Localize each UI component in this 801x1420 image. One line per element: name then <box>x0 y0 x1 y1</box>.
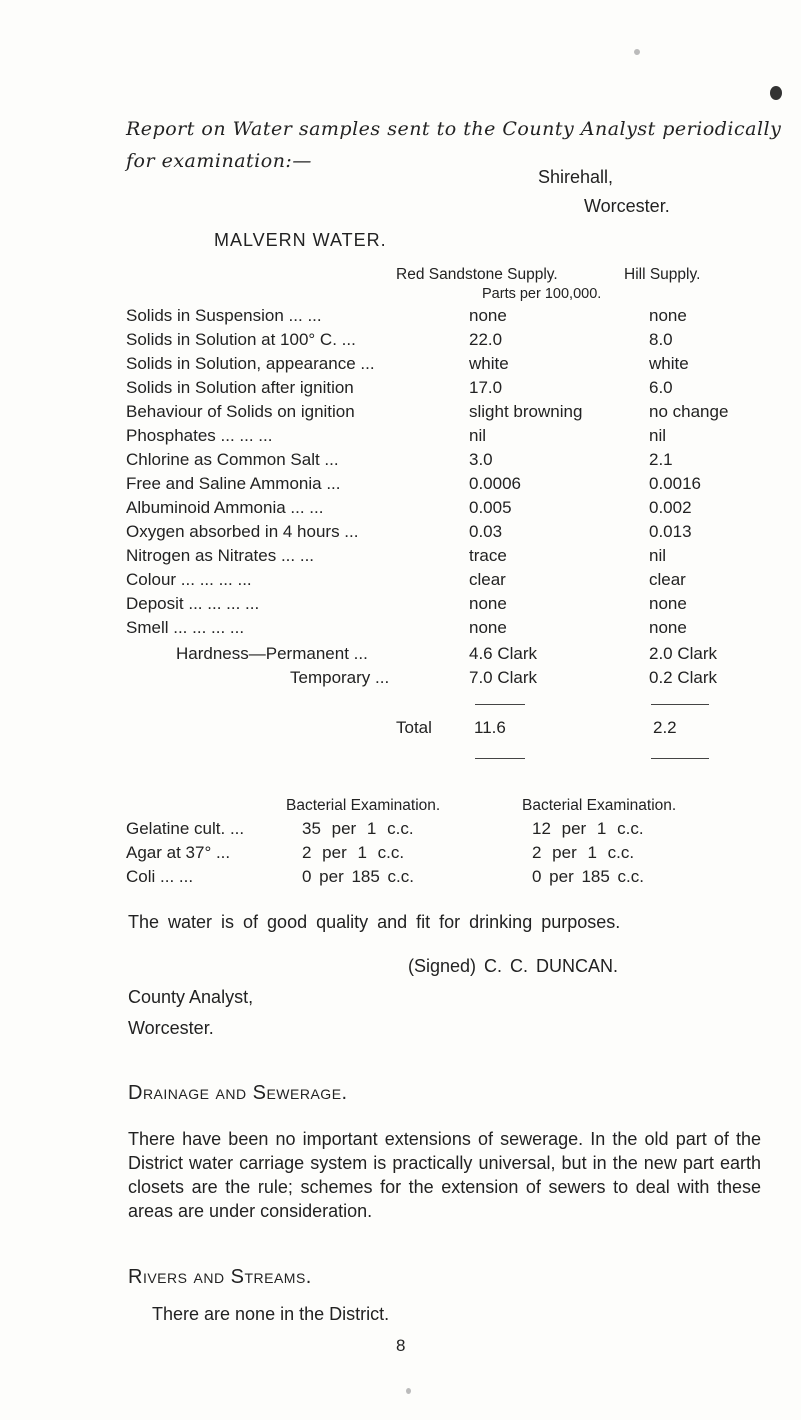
table-cell-a: none <box>469 618 507 637</box>
bacterial-cell-b: 2 per 1 c.c. <box>532 843 635 862</box>
table-cell-b: clear <box>649 570 686 589</box>
analyst-city: Worcester. <box>128 1018 214 1038</box>
table-row-label: Solids in Solution after ignition <box>126 378 354 397</box>
table-cell-a: clear <box>469 570 506 589</box>
total-a: 11.6 <box>474 718 506 737</box>
bacterial-cell-a: 35 per 1 c.c. <box>302 819 414 838</box>
bacterial-header-b: Bacterial Examination. <box>522 797 677 814</box>
drainage-paragraph: There have been no important extensions of sewerage. In the old part of the District water carriage system is practically universal, but in the new part earth closets are the rule; schemes for the extension of sewers to deal with these areas are under consideration. <box>128 1129 761 1221</box>
table-cell-a: none <box>469 594 507 613</box>
table-row-label: Albuminoid Ammonia ... ... <box>126 498 324 517</box>
table-cell-b: 0.013 <box>649 522 692 541</box>
table-row-label: Free and Saline Ammonia ... <box>126 474 341 493</box>
hardness-permanent-b: 2.0 Clark <box>649 644 718 663</box>
bacterial-cell-a: 0 per 185 c.c. <box>302 867 415 886</box>
table-cell-a: 0.005 <box>469 498 512 517</box>
hardness-temporary-b: 0.2 Clark <box>649 668 718 687</box>
table-cell-a: nil <box>469 426 487 445</box>
rivers-text: There are none in the District. <box>152 1304 390 1324</box>
table-cell-b: 2.1 <box>649 450 673 469</box>
total-label: Total <box>396 718 432 737</box>
section-heading-rivers: Rivers and Streams. <box>128 1266 312 1288</box>
table-cell-b: 0.0016 <box>649 474 701 493</box>
column-header-red-sandstone: Red Sandstone Supply. <box>396 266 558 283</box>
table-cell-a: 22.0 <box>469 330 503 349</box>
report-heading-line2: for examination:— <box>126 150 312 172</box>
table-row-label: Solids in Solution, appearance ... <box>126 354 375 373</box>
table-cell-a: white <box>469 354 509 373</box>
table-row-label: Nitrogen as Nitrates ... ... <box>126 546 315 565</box>
bacterial-row-label: Gelatine cult. ... <box>126 819 245 838</box>
units-label: Parts per 100,000. <box>482 286 602 302</box>
table-cell-b: white <box>649 354 689 373</box>
table-cell-b: nil <box>649 546 667 565</box>
hardness-permanent-a: 4.6 Clark <box>469 644 538 663</box>
scan-speck <box>770 86 782 100</box>
table-cell-b: none <box>649 618 687 637</box>
page-number: 8 <box>396 1336 406 1355</box>
place-city: Worcester. <box>584 196 670 216</box>
signature: (Signed) C. C. DUNCAN. <box>408 956 619 976</box>
bacterial-row-label: Agar at 37° ... <box>126 843 231 862</box>
report-title: MALVERN WATER. <box>214 230 387 250</box>
table-row-label: Deposit ... ... ... ... <box>126 594 260 613</box>
table-cell-b: none <box>649 306 687 325</box>
hardness-permanent-label: Hardness—Permanent ... <box>176 644 368 663</box>
table-cell-a: 0.03 <box>469 522 503 541</box>
table-cell-a: 0.0006 <box>469 474 521 493</box>
bacterial-cell-a: 2 per 1 c.c. <box>302 843 405 862</box>
table-cell-b: 6.0 <box>649 378 673 397</box>
total-rule-a-top <box>475 704 525 705</box>
table-row-label: Chlorine as Common Salt ... <box>126 450 339 469</box>
table-cell-a: none <box>469 306 507 325</box>
table-row-label: Phosphates ... ... ... <box>126 426 273 445</box>
table-cell-b: none <box>649 594 687 613</box>
total-rule-b-bottom <box>651 758 709 759</box>
total-rule-a-bottom <box>475 758 525 759</box>
table-row-label: Oxygen absorbed in 4 hours ... <box>126 522 359 541</box>
bacterial-cell-b: 0 per 185 c.c. <box>532 867 645 886</box>
table-cell-a: slight browning <box>469 402 583 421</box>
column-header-hill: Hill Supply. <box>624 266 701 283</box>
analyst-title: County Analyst, <box>128 987 254 1007</box>
table-cell-a: 3.0 <box>469 450 493 469</box>
table-row-label: Behaviour of Solids on ignition <box>126 402 355 421</box>
table-cell-a: trace <box>469 546 507 565</box>
table-cell-b: nil <box>649 426 667 445</box>
table-row-label: Colour ... ... ... ... <box>126 570 252 589</box>
hardness-temporary-a: 7.0 Clark <box>469 668 538 687</box>
section-heading-drainage: Drainage and Sewerage. <box>128 1082 348 1104</box>
table-cell-a: 17.0 <box>469 378 503 397</box>
bacterial-cell-b: 12 per 1 c.c. <box>532 819 644 838</box>
report-heading-line1: Report on Water samples sent to the County Analyst periodically <box>126 118 782 140</box>
table-cell-b: 8.0 <box>649 330 673 349</box>
bacterial-header-a: Bacterial Examination. <box>286 797 441 814</box>
scan-speck <box>634 49 640 55</box>
bacterial-row-label: Coli ... ... <box>126 867 194 886</box>
table-row-label: Solids in Suspension ... ... <box>126 306 322 325</box>
scan-speck <box>406 1388 411 1394</box>
table-cell-b: 0.002 <box>649 498 692 517</box>
hardness-temporary-label: Temporary ... <box>290 668 390 687</box>
conclusion-text: The water is of good quality and fit for drinking purposes. <box>128 912 621 932</box>
total-b: 2.2 <box>653 718 677 737</box>
table-cell-b: no change <box>649 402 729 421</box>
total-rule-b-top <box>651 704 709 705</box>
table-row-label: Smell ... ... ... ... <box>126 618 245 637</box>
place-name: Shirehall, <box>538 167 614 187</box>
table-row-label: Solids in Solution at 100° C. ... <box>126 330 356 349</box>
